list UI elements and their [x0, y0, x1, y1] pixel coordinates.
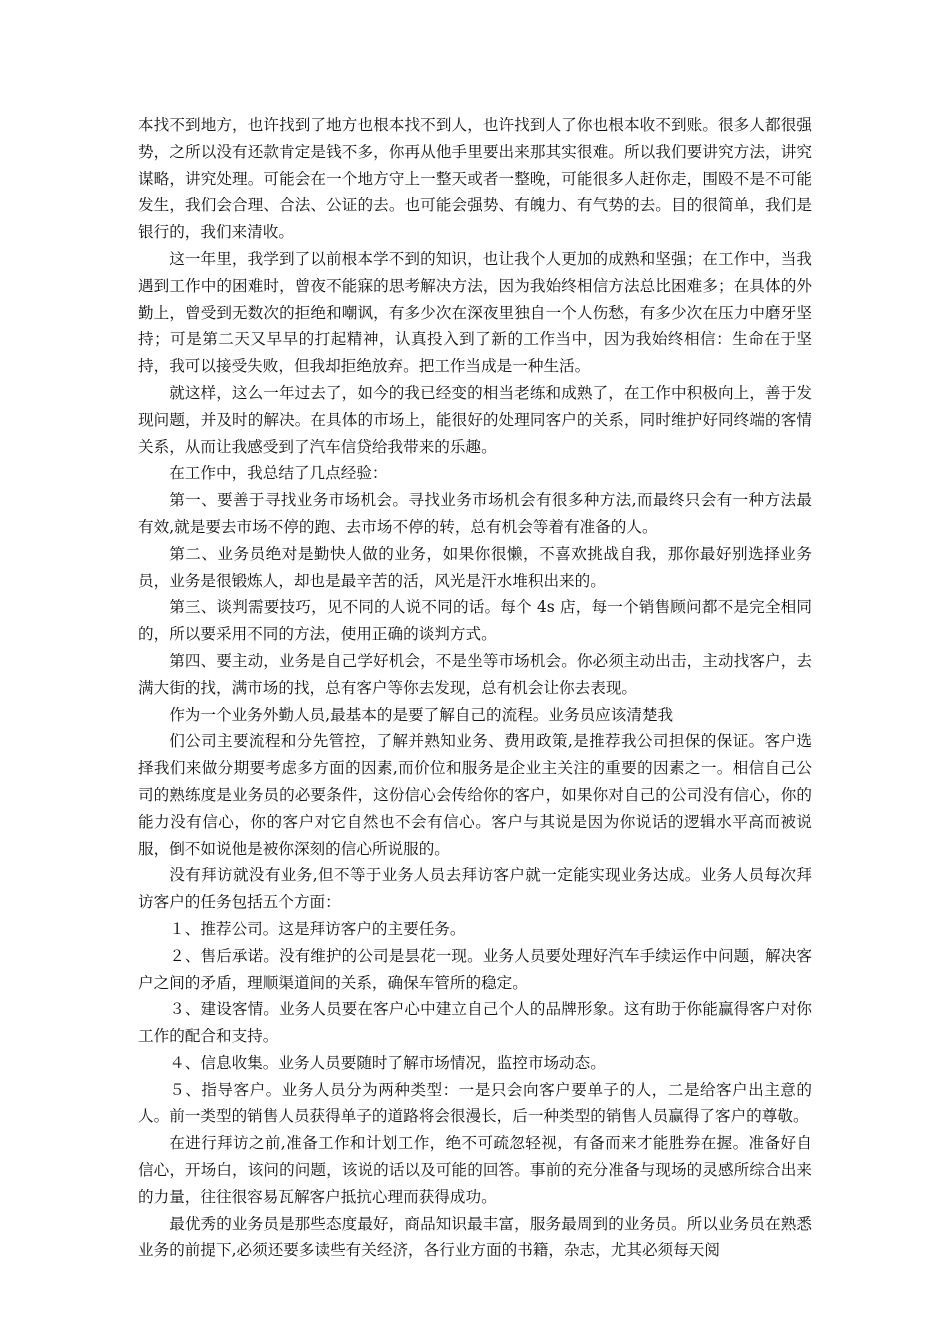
paragraph-3: 在工作中，我总结了几点经验： [169, 464, 388, 483]
paragraph-15: ５、指导客户。业务人员分为两种类型：一是只会向客户要单子的人，二是给客户出主意的人。前一类型的销售人员获得单子的道路将会很漫长，后一种类型的销售人员赢得了客户的尊敬。 [138, 1080, 812, 1126]
paragraph-17: 最优秀的业务员是那些态度最好，商品知识最丰富，服务最周到的业务员。所以业务员在熟悉业务的前提下,必须还要多读些有关经济，各行业方面的书籍，杂志，尤其必须每天阅 [138, 1214, 812, 1260]
paragraph-5: 第二、业务员绝对是勤快人做的业务，如果你很懒，不喜欢挑战自我，那你最好别选择业务员，业务是很锻炼人，却也是最辛苦的活，风光是汗水堆积出来的。 [138, 544, 812, 590]
paragraph-10: 没有拜访就没有业务,但不等于业务人员去拜访客户就一定能实现业务达成。业务人员每次拜访客户的任务包括五个方面： [138, 866, 812, 912]
paragraph-1: 这一年里，我学到了以前根本学不到的知识，也让我个人更加的成熟和坚强；在工作中，当我遇到工作中的困难时，曾夜不能寐的思考解决方法，因为我始终相信方法总比困难多；在具体的外勤上，曾受到无数次的拒绝和嘲讽，有多少次在深夜里独自一个人伤愁，有多少次在压力中磨牙坚持；可是第二天又早早的打起精神，认真投入到了新的工作当中，因为我始终相信：生命在于坚持，我可以接受失败，但我却拒绝放弃。把工作当成是一种生活。 [138, 249, 812, 376]
paragraph-14: ４、信息收集。业务人员要随时了解市场情况，监控市场动态。 [169, 1053, 606, 1072]
paragraph-9: 们公司主要流程和分先管控，了解并熟知业务、费用政策,是推荐我公司担保的保证。客户选择我们来做分期要考虑多方面的因素,而价位和服务是企业主关注的重要的因素之一。相信自己公司的熟练度是业务员的必要条件，这份信心会传给你的客户，如果你对自己的公司没有信心，你的能力没有信心，你的客户对它自然也不会有信心。客户与其说是因为你说话的逻辑水平高而被说服，倒不如说他是被你深刻的信心所说服的。 [138, 732, 812, 858]
paragraph-13: ３、建设客情。业务人员要在客户心中建立自己个人的品牌形象。这有助于你能赢得客户对你工作的配合和支持。 [138, 1000, 812, 1046]
paragraph-6: 第三、谈判需要技巧，见不同的人说不同的话。每个 4s 店，每一个销售顾问都不是完全相同的，所以要采用不同的方法，使用正确的谈判方式。 [138, 598, 812, 644]
paragraph-11: １、推荐公司。这是拜访客户的主要任务。 [169, 919, 466, 938]
paragraph-0: 本找不到地方，也许找到了地方也根本找不到人，也许找到人了你也根本收不到账。很多人都很强势，之所以没有还款肯定是钱不多，你再从他手里要出来那其实很难。所以我们要讲究方法，讲究谋略，讲究处理。可能会在一个地方守上一整天或者一整晚，可能很多人赶你走，围殴不是不可能发生，我们会合理、合法、公证的去。也可能会强势、有魄力、有气势的去。目的很简单，我们是银行的，我们来清收。 [138, 116, 812, 242]
document-body [138, 112, 812, 1264]
paragraph-12: ２、售后承诺。没有维护的公司是昙花一现。业务人员要处理好汽车手续运作中问题，解决客户之间的矛盾，理顺渠道间的关系，确保车管所的稳定。 [138, 946, 812, 992]
paragraph-16: 在进行拜访之前,准备工作和计划工作，绝不可疏忽轻视，有备而来才能胜券在握。准备好自信心，开场白，该问的问题，该说的话以及可能的回答。事前的充分准备与现场的灵感所综合出来的力量，往往很容易瓦解客户抵抗心理而获得成功。 [138, 1134, 812, 1206]
paragraph-4: 第一、要善于寻找业务市场机会。寻找业务市场机会有很多种方法,而最终只会有一种方法最有效,就是要去市场不停的跑、去市场不停的转，总有机会等着有准备的人。 [138, 491, 812, 536]
paragraph-7: 第四、要主动，业务是自己学好机会，不是坐等市场机会。你必须主动出击，主动找客户，去满大街的找，满市场的找，总有客户等你去发现，总有机会让你去表现。 [138, 651, 812, 697]
paragraph-2: 就这样，这么一年过去了，如今的我已经变的相当老练和成熟了，在工作中积极向上，善于发现问题，并及时的解决。在具体的市场上，能很好的处理同客户的关系，同时维护好同终端的客情关系，从而让我感受到了汽车信贷给我带来的乐趣。 [138, 383, 812, 456]
paragraph-8: 作为一个业务外勤人员,最基本的是要了解自己的流程。业务员应该清楚我 [169, 705, 674, 724]
